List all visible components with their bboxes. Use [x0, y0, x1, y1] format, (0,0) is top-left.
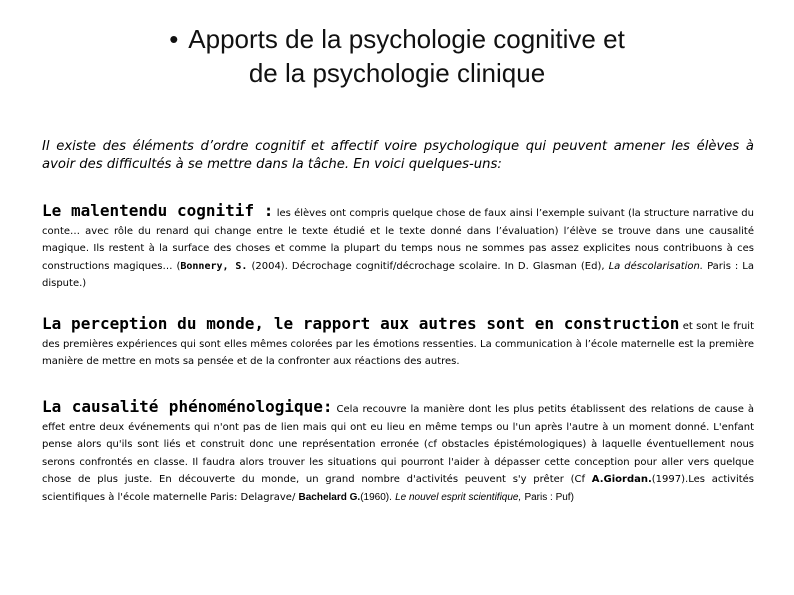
- reference-end: Paris : Puf): [524, 491, 574, 503]
- reference-text: (1997).Les activités scientifiques à l'école maternelle Paris: Delagrave/: [42, 474, 755, 503]
- reference-author: A.Giordan.: [591, 474, 652, 485]
- reference-title: La déscolarisation.: [608, 260, 704, 272]
- reference-text: (2004). Décrochage cognitif/décrochage scolaire. In D. Glasman (Ed),: [251, 260, 605, 272]
- section-heading: La perception du monde, le rapport aux autres sont en construction: [42, 314, 680, 333]
- section-heading: Le malentendu cognitif :: [42, 201, 274, 220]
- section-text: Cela recouvre la manière dont les plus petits établissent des relations de cause à effet entre deux événements qui n'ont pas de lien mais qui ont eu lieu en même temps ou l'un après l'autre à un moment donné. L'enfant pense alors qu'ils sont liés et construit donc une représentation erronée (cf obstacles épistémologiques) à laquelle éventuellement nous serons confrontés en classe. Il faudra alors trouver les situations qui pourront l'aider à dépasser cette conception pour aller vers quelque chose de plus juste. En découverte du monde, un grand nombre d'activités peuvent s'y prêter (Cf: [42, 404, 754, 485]
- reference-author: Bachelard G.: [298, 491, 361, 503]
- section-text: et sont le fruit des premières expériences qui sont elles mêmes colorées par les émotions ressenties. La communication à l’école maternelle est la première manière de mettre en mots sa pensée et de la confronter aux réactions des autres.: [42, 321, 754, 367]
- section-perception: [42, 315, 754, 371]
- slide-title: [40, 22, 754, 90]
- title-line-1: Apports de la psychologie cognitive et: [188, 24, 625, 54]
- reference-open: (: [176, 260, 181, 272]
- reference-title: Le nouvel esprit scientifique,: [395, 491, 522, 503]
- title-line-2: de la psychologie clinique: [248, 58, 546, 88]
- section-text: les élèves ont compris quelque chose de faux ainsi l’exemple suivant (la structure narrative du conte… avec rôle du renard qui change entre le texte étudié et le texte donné dans l’évaluation) l’élève se trouve dans une causalité magique. Ils restent à la surface des choses et comme la plupart du temps nous ne sommes pas assez explicites nous contribuons à ces constructions magiques…: [42, 208, 754, 272]
- section-causalite: [42, 398, 754, 506]
- intro-paragraph: Il existe des éléments d’ordre cognitif et affectif voire psychologique qui peuvent amener les élèves à avoir des difficultés à se mettre dans la tâche. En voici quelques-uns:: [42, 139, 754, 172]
- reference-text: (1960).: [360, 491, 392, 503]
- reference-author: Bonnery, S.: [180, 260, 248, 272]
- section-heading: La causalité phénoménologique:: [42, 397, 333, 416]
- bullet-icon: •: [169, 24, 179, 54]
- section-malentendu: [42, 202, 754, 293]
- reference-end: Paris : La dispute.): [42, 260, 754, 289]
